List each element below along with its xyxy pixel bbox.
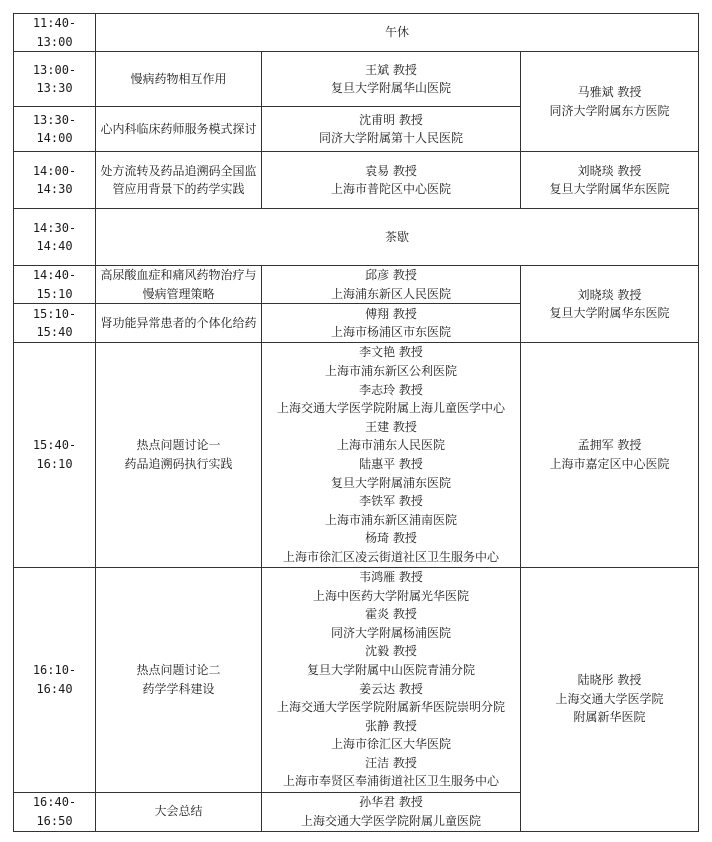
topic-text: 高尿酸血症和痛风药物治疗与慢病管理策略 — [100, 268, 257, 301]
speaker-affiliation: 上海中医药大学附属光华医院 — [312, 588, 469, 603]
time-slot: 15:10-15:40 — [14, 304, 96, 343]
topic-cell — [96, 107, 262, 152]
topic-cell — [96, 304, 262, 343]
topic-cell — [96, 792, 262, 831]
topic-subtitle: 药品追溯码执行实践 — [124, 456, 233, 471]
speaker-cell — [262, 52, 521, 107]
topic-subtitle: 药学学科建设 — [142, 681, 215, 696]
speaker-name: 沈毅 教授 — [365, 644, 417, 659]
topic-text: 慢病药物相互作用 — [130, 71, 227, 86]
speaker-cell — [262, 343, 521, 567]
break-label: 茶歇 — [96, 209, 699, 266]
speaker-affiliation: 上海浦东新区人民医院 — [330, 286, 451, 301]
speaker-cell — [262, 107, 521, 152]
time-slot: 16:10-16:40 — [14, 567, 96, 792]
chair-cell — [521, 343, 699, 567]
chair-cell — [521, 567, 699, 831]
topic-text: 处方流转及药品追溯码全国监管应用背景下的药学实践 — [100, 163, 257, 197]
speaker-affiliation: 上海市浦东人民医院 — [336, 438, 445, 453]
speaker-affiliation: 复旦大学附属中山医院青浦分院 — [306, 662, 475, 677]
speaker-affiliation: 上海市杨浦区市东医院 — [330, 325, 451, 340]
time-slot: 16:40-16:50 — [14, 792, 96, 831]
chair-cell — [521, 52, 699, 152]
topic-text: 心内科临床药师服务模式探讨 — [100, 121, 257, 136]
speaker-affiliation: 上海市奉贤区奉浦街道社区卫生服务中心 — [282, 774, 499, 789]
time-slot: 13:30-14:00 — [14, 107, 96, 152]
topic-cell — [96, 266, 262, 304]
speaker-affiliation: 上海市浦东新区公利医院 — [324, 363, 457, 378]
chair-name: 刘晓琰 教授 — [577, 287, 642, 302]
speaker-name: 杨琦 教授 — [365, 531, 417, 546]
chair-affiliation: 复旦大学附属华东医院 — [549, 182, 670, 197]
chair-affiliation: 上海市嘉定区中心医院 — [549, 456, 670, 471]
table-row — [14, 152, 699, 209]
table-row — [14, 14, 699, 52]
topic-cell — [96, 343, 262, 567]
speaker-name: 陆惠平 教授 — [359, 456, 423, 471]
speaker-name: 李铁军 教授 — [359, 494, 423, 509]
speaker-name: 李文艳 教授 — [359, 345, 423, 360]
speaker-cell — [262, 567, 521, 792]
chair-cell — [521, 152, 699, 209]
speaker-affiliation: 上海市普陀区中心医院 — [330, 182, 451, 197]
speaker-affiliation: 同济大学附属第十人民医院 — [318, 131, 463, 146]
speaker-name: 李志玲 教授 — [359, 382, 423, 397]
table-row — [14, 343, 699, 567]
chair-affiliation: 附属新华医院 — [573, 710, 646, 725]
speaker-name: 袁易 教授 — [365, 163, 417, 178]
speaker-affiliation: 同济大学附属杨浦医院 — [330, 625, 451, 640]
topic-cell — [96, 567, 262, 792]
speaker-affiliation: 上海市徐汇区大华医院 — [330, 737, 451, 752]
speaker-affiliation: 复旦大学附属浦东医院 — [330, 475, 451, 490]
topic-text: 大会总结 — [154, 804, 203, 819]
speaker-name: 孙华君 教授 — [359, 794, 423, 809]
topic-text: 热点问题讨论一 — [136, 438, 221, 453]
speaker-name: 邱彦 教授 — [365, 268, 417, 283]
speaker-affiliation: 上海交通大学医学院附属儿童医院 — [300, 813, 481, 828]
table-row — [14, 52, 699, 107]
speaker-cell — [262, 792, 521, 831]
time-slot: 13:00-13:30 — [14, 52, 96, 107]
chair-affiliation: 上海交通大学医学院 — [555, 691, 664, 706]
speaker-affiliation: 上海交通大学医学院附属新华医院崇明分院 — [276, 700, 505, 715]
chair-name: 马雅斌 教授 — [577, 85, 642, 100]
time-slot: 11:40-13:00 — [14, 14, 96, 52]
speaker-name: 张静 教授 — [365, 718, 417, 733]
table-row — [14, 567, 699, 792]
speaker-cell — [262, 152, 521, 209]
schedule-table — [13, 13, 699, 832]
speaker-affiliation: 上海市徐汇区凌云街道社区卫生服务中心 — [282, 549, 499, 564]
time-slot: 14:00-14:30 — [14, 152, 96, 209]
chair-name: 刘晓琰 教授 — [577, 163, 642, 178]
time-slot: 14:40-15:10 — [14, 266, 96, 304]
table-row — [14, 266, 699, 304]
chair-cell — [521, 266, 699, 343]
topic-text: 热点问题讨论二 — [136, 662, 221, 677]
speaker-cell — [262, 266, 521, 304]
speaker-name: 傅翔 教授 — [365, 306, 417, 321]
chair-name: 孟拥军 教授 — [577, 438, 642, 453]
topic-text: 肾功能异常患者的个体化给药 — [100, 316, 257, 331]
speaker-affiliation: 上海市浦东新区浦南医院 — [324, 512, 457, 527]
speaker-name: 韦鸿雁 教授 — [359, 569, 423, 584]
speaker-affiliation: 复旦大学附属华山医院 — [330, 81, 451, 96]
chair-affiliation: 同济大学附属东方医院 — [549, 103, 670, 118]
chair-name: 陆晓彤 教授 — [577, 673, 642, 688]
table-row — [14, 209, 699, 266]
speaker-name: 汪洁 教授 — [365, 755, 417, 770]
speaker-cell — [262, 304, 521, 343]
speaker-affiliation: 上海交通大学医学院附属上海儿童医学中心 — [276, 401, 505, 416]
time-slot: 14:30-14:40 — [14, 209, 96, 266]
topic-cell — [96, 52, 262, 107]
speaker-name: 王建 教授 — [365, 419, 417, 434]
chair-affiliation: 复旦大学附属华东医院 — [549, 306, 670, 321]
speaker-name: 霍炎 教授 — [365, 607, 417, 622]
break-label: 午休 — [96, 14, 699, 52]
topic-cell — [96, 152, 262, 209]
speaker-name: 王斌 教授 — [365, 62, 417, 77]
time-slot: 15:40-16:10 — [14, 343, 96, 567]
speaker-name: 姜云达 教授 — [359, 681, 423, 696]
speaker-name: 沈甫明 教授 — [359, 112, 423, 127]
